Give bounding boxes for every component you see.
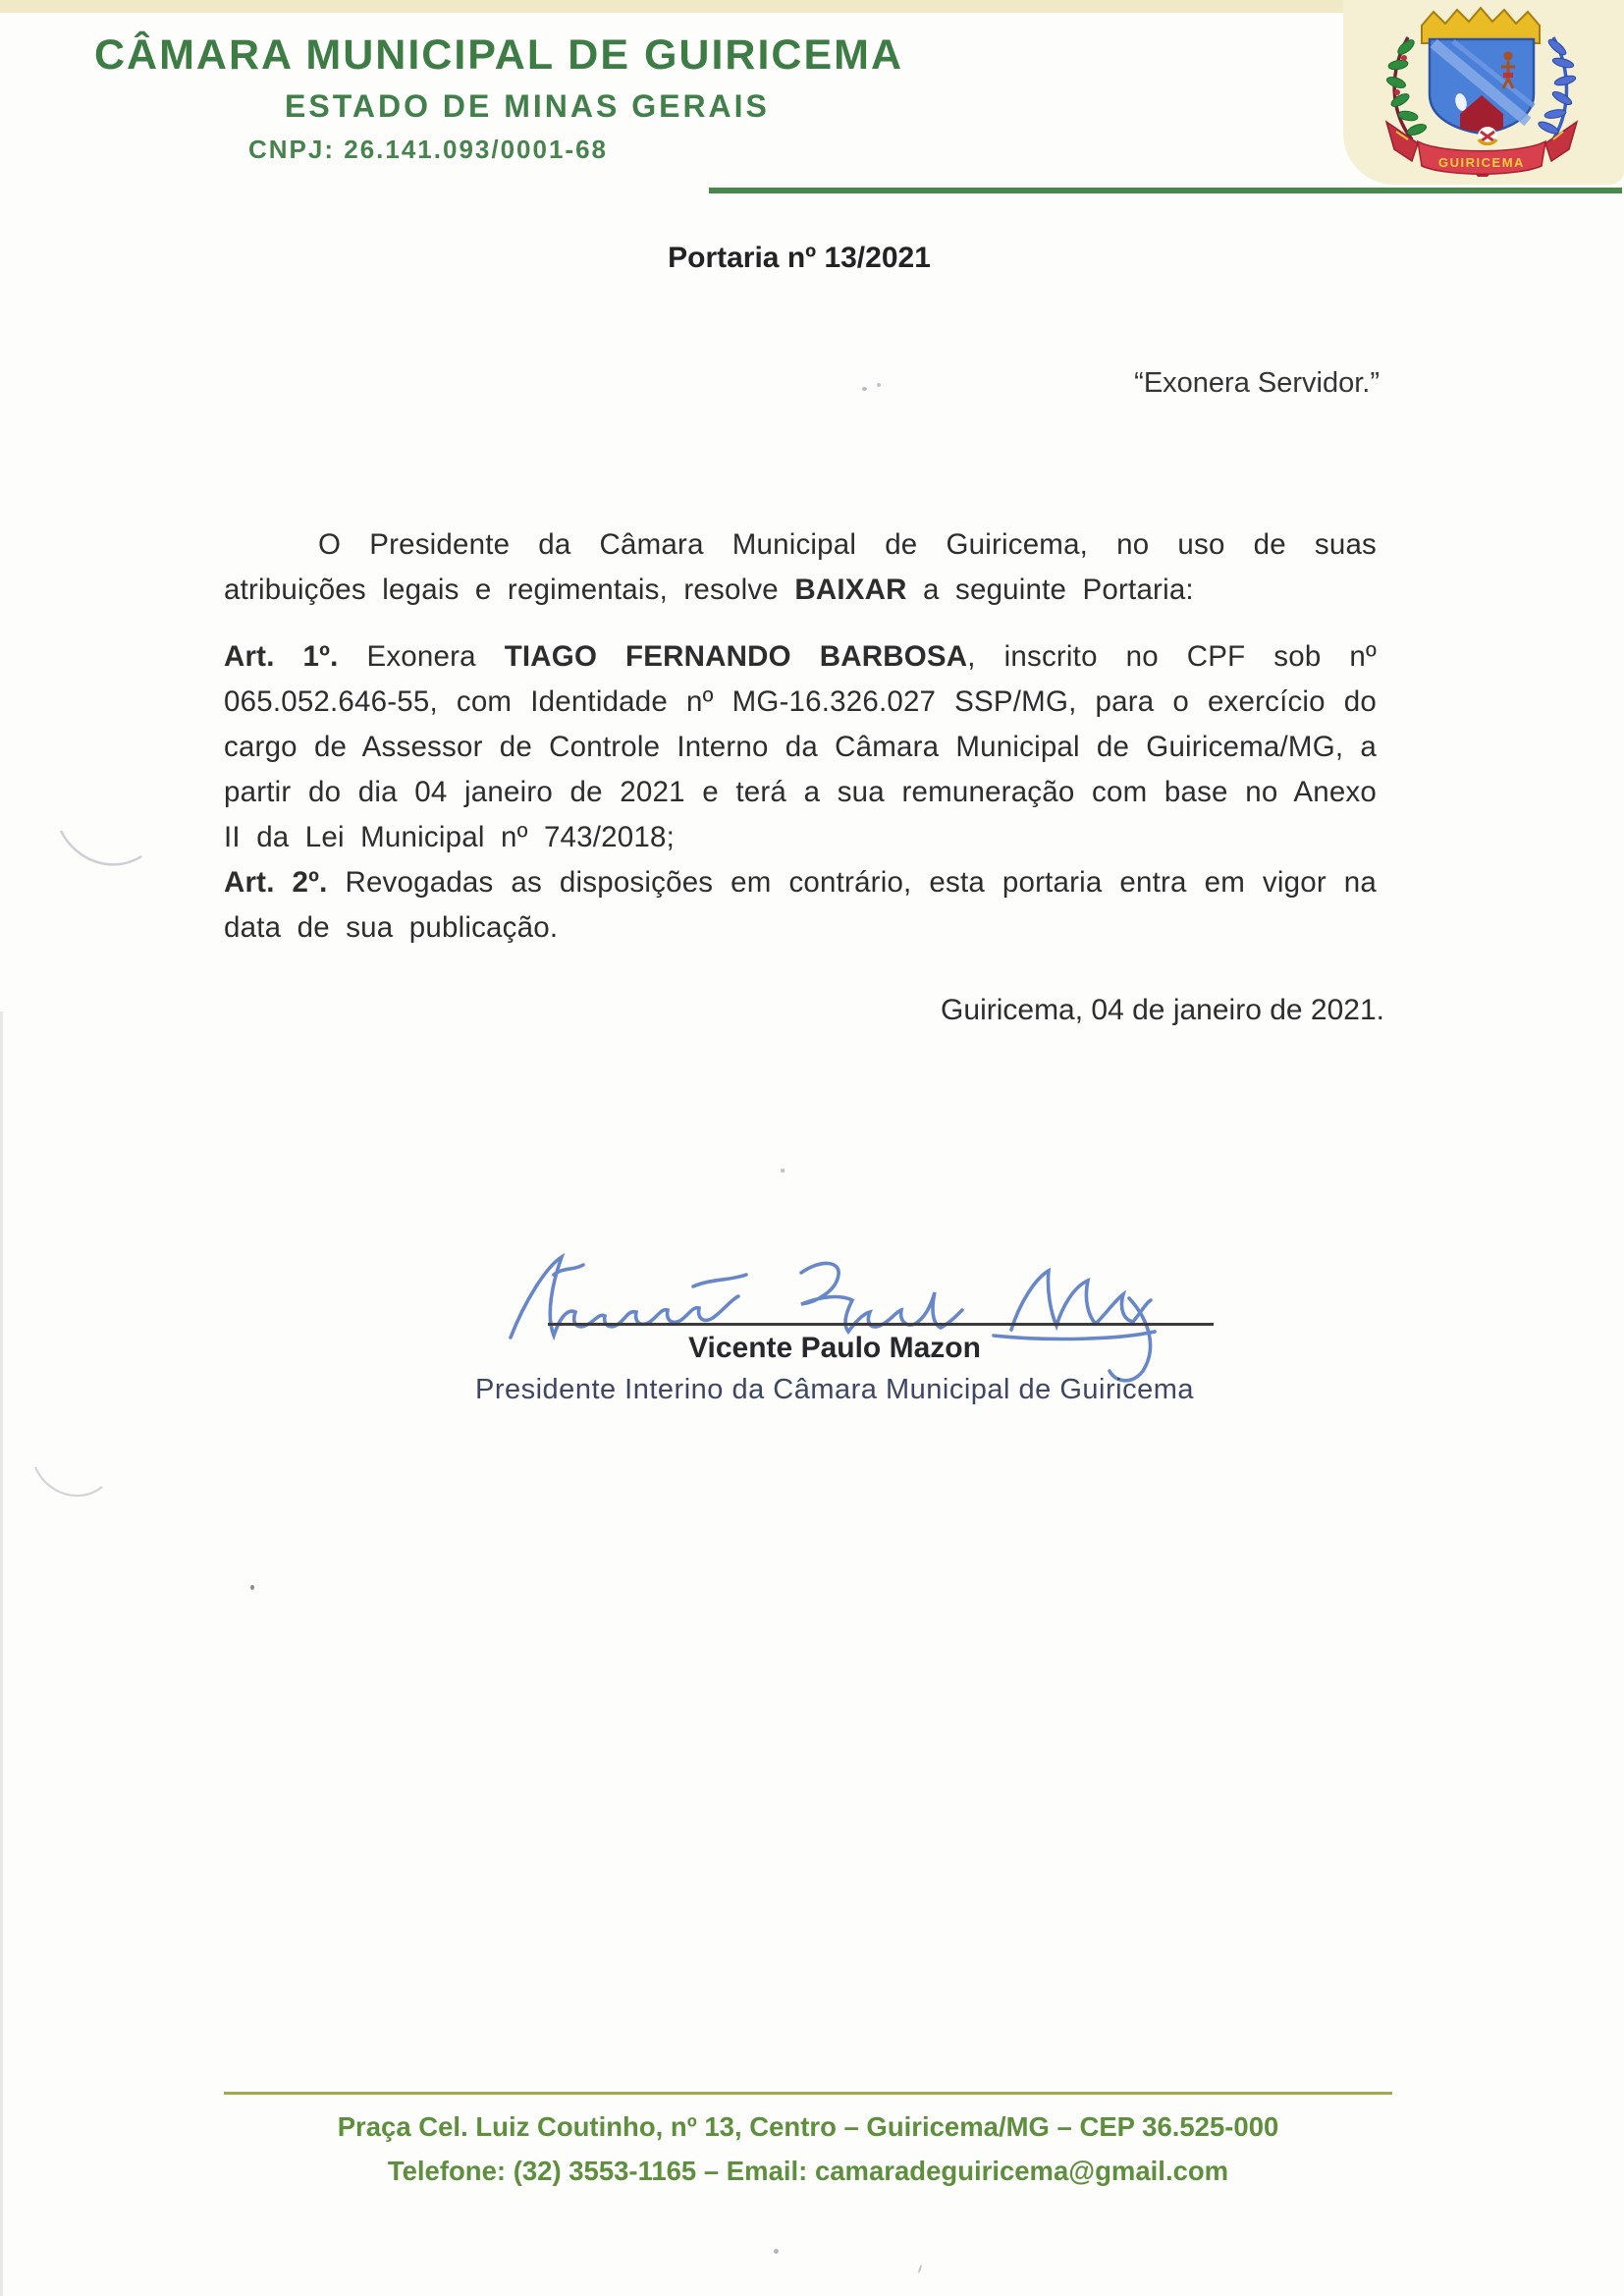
signatory-name: Vicente Paulo Mazon — [688, 1332, 981, 1364]
scan-speck — [781, 1169, 785, 1173]
paragraph-bold-text: BAIXAR — [794, 573, 907, 606]
signature-line — [548, 1323, 1214, 1326]
paragraph-text: Revogadas as disposições em contrário, esta portaria entra em vigor na data de sua publicação. — [224, 865, 1377, 944]
paragraph-text: a seguinte Portaria: — [906, 573, 1194, 606]
crest-banner-text: GUIRICEMA — [1438, 155, 1525, 170]
footer-rule — [224, 2092, 1392, 2095]
footer-address: Praça Cel. Luiz Coutinho, nº 13, Centro – Guiricema/MG – CEP 36.525-000 — [337, 2111, 1279, 2142]
paragraph-text: Exonera — [338, 639, 505, 673]
document-title: Portaria nº 13/2021 — [668, 242, 931, 274]
paragraph-text: O Presidente da Câmara Municipal de Guiricema, no uso de suas atribuições legais e regimentais, resolve — [224, 527, 1377, 606]
header-rule — [709, 188, 1622, 193]
scan-artifact-arc — [29, 1461, 110, 1506]
article-number: Art. 2º. — [224, 865, 328, 899]
org-name: CÂMARA MUNICIPAL DE GUIRICEMA — [94, 31, 904, 79]
scan-speck — [862, 387, 867, 391]
date-line: Guiricema, 04 de janeiro de 2021. — [941, 994, 1384, 1026]
scan-edge-shadow — [0, 1011, 3, 2296]
footer-contact: Telefone: (32) 3553-1165 – Email: camaradeguiricema@gmail.com — [387, 2156, 1229, 2186]
signatory-role: Presidente Interino da Câmara Municipal de Guiricema — [474, 1374, 1194, 1405]
org-cnpj: CNPJ: 26.141.093/0001-68 — [248, 135, 609, 164]
org-state: ESTADO DE MINAS GERAIS — [285, 88, 770, 124]
body-paragraph-art2 — [224, 860, 1377, 951]
crown-icon — [1422, 8, 1540, 43]
scan-artifact-arc — [57, 823, 147, 876]
paragraph-bold-text: TIAGO FERNANDO BARBOSA — [504, 639, 968, 673]
scan-speck — [774, 2249, 779, 2254]
coat-of-arms — [1361, 4, 1602, 177]
body-paragraph-intro — [224, 522, 1377, 613]
paragraph-text: , inscrito no CPF sob nº 065.052.646-55, com Identidade nº MG-16.326.027 SSP/MG, para o exercício do cargo de Assessor de Controle Interno da Câmara Municipal de Guiricema/MG, a partir do dia 04 janeiro de 2021 e terá a sua remuneração com base no Anexo II da Lei Municipal nº 743/2018; — [224, 639, 1377, 853]
epigraph: “Exonera Servidor.” — [1134, 367, 1380, 399]
article-number: Art. 1º. — [224, 639, 339, 673]
scan-speck — [250, 1585, 254, 1590]
body-paragraph-art1 — [224, 634, 1377, 860]
scan-speck — [918, 2265, 923, 2273]
scan-speck — [877, 383, 881, 387]
